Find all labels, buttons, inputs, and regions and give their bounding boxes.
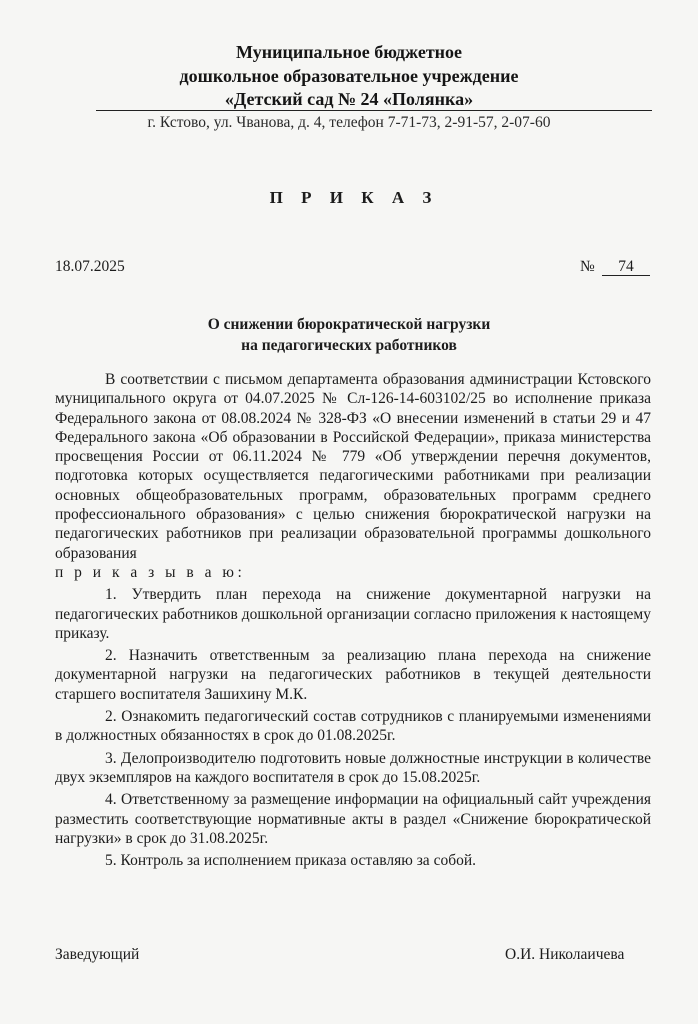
org-name-line1: Муниципальное бюджетное <box>235 42 463 62</box>
order-item-4: 3. Делопроизводителю подготовить новые должностные инструкции в количестве двух экземпляров на каждого воспитателя в срок до 15.08.2025г. <box>55 749 651 786</box>
order-item-1: 1. Утвердить план перехода на снижение документарной нагрузки на педагогических работников дошкольной организации согласно приложения к настоящему приказу. <box>55 586 651 642</box>
signature-position: Заведующий <box>55 946 140 963</box>
order-item-6: 5. Контроль за исполнением приказа оставляю за собой. <box>105 852 477 870</box>
subject-line1: О снижении бюрократической нагрузки <box>207 316 491 333</box>
document-body <box>55 370 651 870</box>
org-name-line2: дошкольное образовательное учреждение <box>179 66 519 86</box>
signature-name: О.И. Николаичева <box>505 946 625 963</box>
org-name-line3: «Детский сад № 24 «Полянка» <box>224 89 474 109</box>
order-item-5: 4. Ответственному за размещение информации на официальный сайт учреждения разместить соответствующие нормативные акты в раздел «Снижение бюрократической нагрузки» в срок до 31.08.2025г. <box>55 791 651 847</box>
order-date: 18.07.2025 <box>55 258 125 275</box>
subject-line2: на педагогических работников <box>241 337 457 354</box>
order-number: 74 <box>602 258 650 276</box>
order-item-3: 2. Ознакомить педагогический состав сотрудников с планируемыми изменениями в должностных обязанностях в срок до 01.08.2025г. <box>55 708 651 745</box>
prikazyvayu-label: п р и к а з ы в а ю: <box>55 563 246 581</box>
org-address: г. Кстово, ул. Чванова, д. 4, телефон 7-71-73, 2-91-57, 2-07-60 <box>147 114 551 131</box>
order-item-2: 2. Назначить ответственным за реализацию плана перехода на снижение документарной нагрузки на педагогических работников в текущей деятельности старшего воспитателя Зашихину М.К. <box>55 647 651 703</box>
preamble-paragraph: В соответствии с письмом департамента образования администрации Кстовского муниципального округа от 04.07.2025 № Сл-126-14-603102/25 во исполнение приказа Федерального закона от 08.08.2024 № 328-ФЗ «О внесении изменений в статьи 29 и 47 Федерального закона «Об образовании в Российской Федерации», приказа министерства просвещения России от 06.11.2024 № 779 «Об утверждении перечня документов, подготовка которых осуществляется педагогическими работниками при реализации основных общеобразовательных программ, образовательных программ среднего профессионального образования» с целью снижения бюрократической нагрузки на педагогических работников при реализации образовательной программы дошкольного образования <box>55 371 651 562</box>
header-divider <box>96 110 652 111</box>
order-number-label: № <box>580 258 595 275</box>
document-title: П Р И К А З <box>269 188 439 207</box>
